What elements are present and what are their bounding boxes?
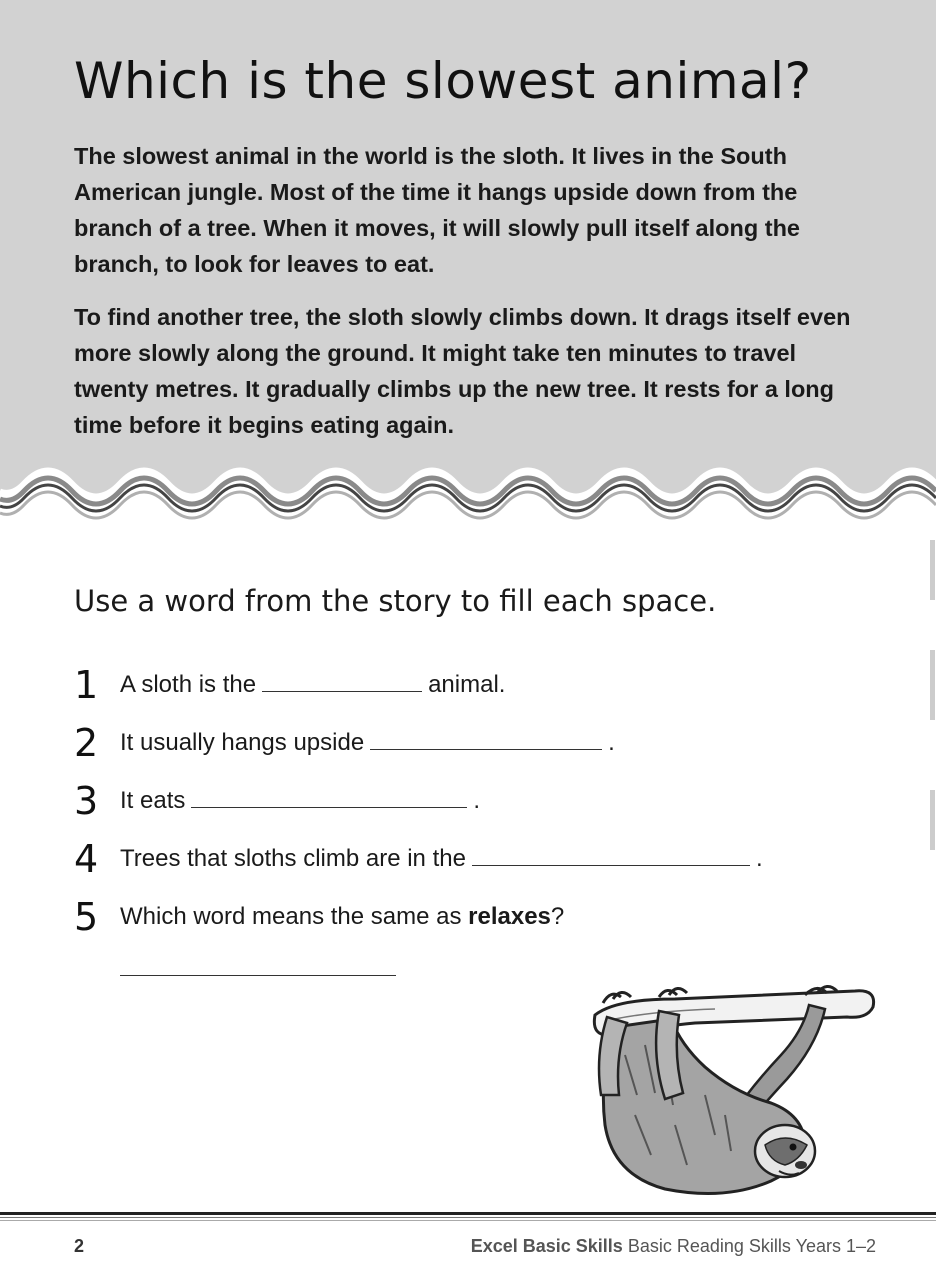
- question-3: [74, 776, 874, 826]
- question-4: [74, 834, 874, 884]
- question-number: 2: [74, 721, 99, 765]
- question-text: A sloth is the animal.: [120, 671, 506, 698]
- answer-line[interactable]: [120, 975, 396, 976]
- question-number: 1: [74, 663, 99, 707]
- question-number: 5: [74, 895, 99, 939]
- footer-rule: [0, 1212, 936, 1215]
- footer-brand: Excel Basic Skills: [470, 1236, 623, 1256]
- answer-blank[interactable]: [370, 729, 602, 750]
- page-title: Which is the slowest animal?: [74, 52, 812, 110]
- sloth-icon: [555, 975, 885, 1205]
- page-edge: [930, 540, 936, 990]
- footer-rule: [0, 1220, 936, 1221]
- answer-blank[interactable]: [262, 671, 422, 692]
- question-text: It eats .: [120, 787, 481, 814]
- instruction: Use a word from the story to fill each space.: [74, 584, 717, 618]
- answer-blank[interactable]: [191, 787, 467, 808]
- page-number: 2: [74, 1236, 85, 1256]
- question-text: It usually hangs upside .: [120, 729, 615, 756]
- answer-blank[interactable]: [472, 845, 750, 866]
- wave-divider: [0, 455, 936, 555]
- question-text: Trees that sloths climb are in the .: [120, 845, 763, 872]
- question-number: 4: [74, 837, 99, 881]
- question-text: Which word means the same as relaxes?: [120, 903, 565, 930]
- question-1: [74, 660, 874, 710]
- story-paragraph: The slowest animal in the world is the sloth. It lives in the South American jungle. Most of the time it hangs upside down from the branch of a tree. When it moves, it will slowly pull itself along the branch, to look for leaves to eat.: [74, 143, 800, 277]
- question-number: 3: [74, 779, 99, 823]
- question-2: [74, 718, 874, 768]
- footer-book: Basic Reading Skills Years 1–2: [627, 1236, 876, 1256]
- story-paragraph: To find another tree, the sloth slowly climbs down. It drags itself even more slowly along the ground. It might take ten minutes to travel twenty metres. It gradually climbs up the new tree. It rests for a long time before it begins eating again.: [74, 304, 851, 438]
- question-5: [74, 892, 874, 942]
- keyword-relaxes: relaxes: [468, 903, 551, 930]
- footer-title: [471, 1236, 876, 1257]
- story-text: [74, 138, 874, 460]
- footer-rule: [0, 1217, 936, 1218]
